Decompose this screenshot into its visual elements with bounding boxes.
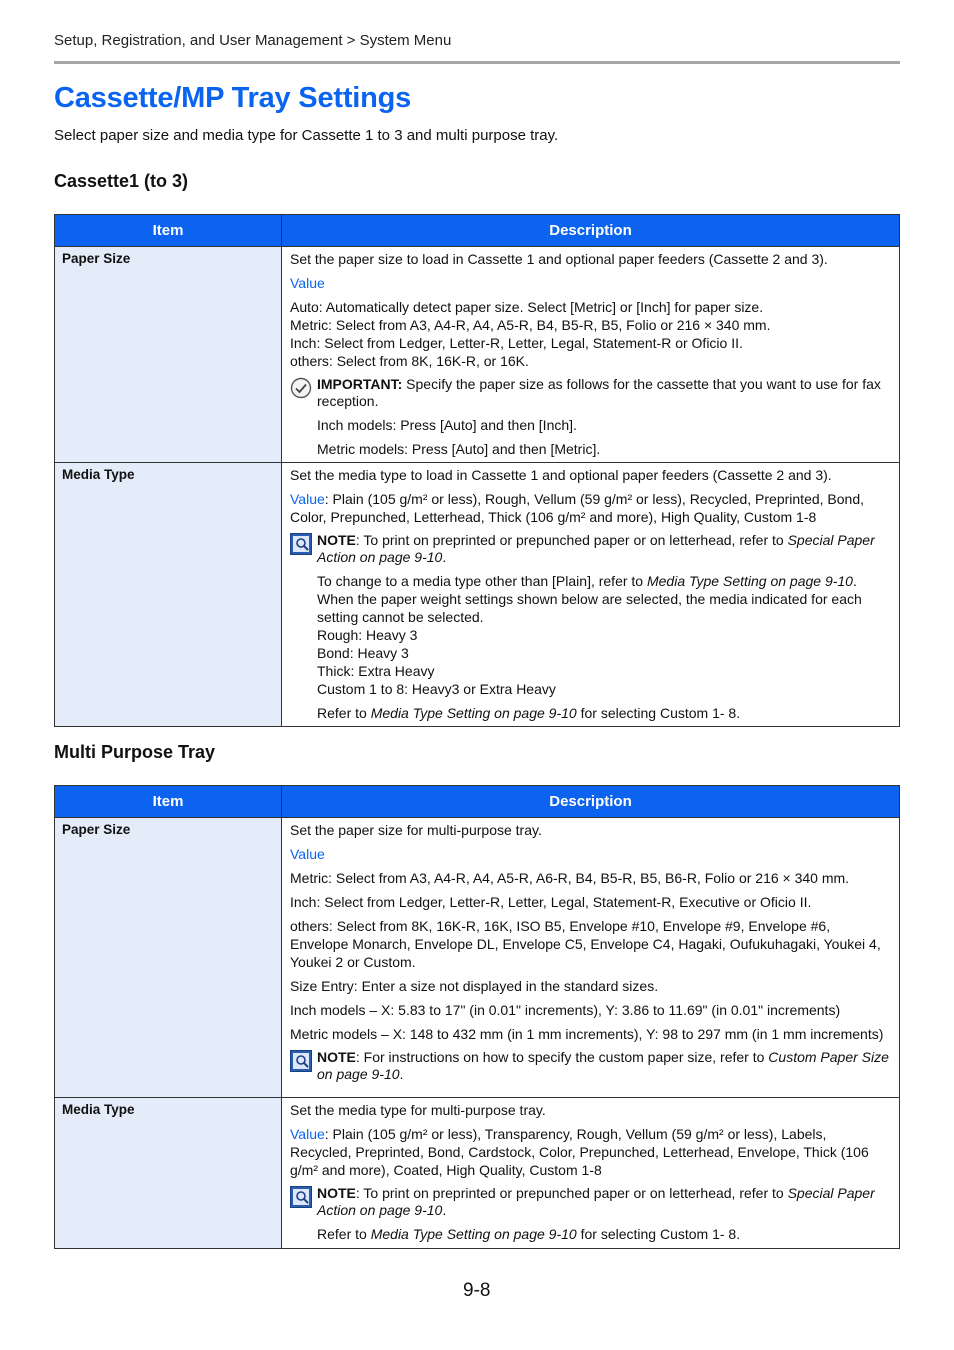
value-others: others: Select from 8K, 16K-R, or 16K.: [290, 353, 529, 369]
note-icon: [290, 1050, 312, 1072]
note-reference: Special Paper Action on page 9-10: [317, 1185, 875, 1218]
item-paper-size: Paper Size: [55, 247, 282, 463]
note-label: NOTE: [317, 1049, 356, 1065]
column-header-item: Item: [55, 215, 282, 247]
breadcrumb: Setup, Registration, and User Management > System Menu: [54, 32, 452, 49]
metric-models-text: Metric models – X: 148 to 432 mm (in 1 mm increments), Y: 98 to 297 mm (in 1 mm increments): [290, 1026, 884, 1042]
note-callout: NOTE: To print on preprinted or prepunched paper or on letterhead, refer to Special Paper Action on page 9-10.: [290, 1185, 891, 1219]
note-callout: NOTE: To print on preprinted or prepunched paper or on letterhead, refer to Special Paper Action on page 9-10.: [290, 532, 891, 566]
value-inch: Inch: Select from Ledger, Letter-R, Letter, Legal, Statement-R or Oficio II.: [290, 335, 743, 351]
table-row-paper-size: [55, 247, 900, 463]
check-circle-icon: [290, 377, 312, 399]
value-inch: Inch: Select from Ledger, Letter-R, Letter, Legal, Statement-R, Executive or Oficio II.: [290, 894, 812, 910]
value-list: [290, 298, 891, 370]
description-paper-size: [282, 247, 900, 463]
description-text: Set the media type to load in Cassette 1 and optional paper feeders (Cassette 2 and 3).: [290, 467, 832, 483]
column-header-item: Item: [55, 786, 282, 818]
media-change-text: To change to a media type other than [Plain], refer to Media Type Setting on page 9-10. When the paper weight settings shown below are selected, the media indicated for each setting cannot be selected. Rough: Heavy 3 Bond: Heavy 3 Thick: Extra Heavy Custom 1 to 8: Heavy3 or Extra Heavy: [290, 572, 891, 698]
header-rule: [54, 61, 900, 64]
value-label: Value: [290, 846, 325, 862]
important-text: Specify the paper size as follows for the cassette that you want to use for fax reception.: [317, 376, 881, 409]
mp-tray-settings-table: [54, 785, 900, 1249]
page-title: Cassette/MP Tray Settings: [54, 82, 412, 114]
value-label: Value: [290, 275, 325, 291]
list-item: Bond: Heavy 3: [317, 645, 409, 661]
note-reference: Custom Paper Size on page 9-10: [317, 1049, 889, 1082]
inch-models-text: Inch models: Press [Auto] and then [Inch].: [317, 417, 577, 433]
description-paper-size: [282, 818, 900, 1098]
section-heading-cassette: Cassette1 (to 3): [54, 171, 189, 191]
value-auto: Auto: Automatically detect paper size. Select [Metric] or [Inch] for paper size.: [290, 299, 764, 315]
table-row-media-type: [55, 463, 900, 727]
inch-models-text: Inch models – X: 5.83 to 17" (in 0.01" increments), Y: 3.86 to 11.69" (in 0.01" increments): [290, 1002, 841, 1018]
column-header-description: Description: [282, 215, 900, 247]
value-text: Value: Plain (105 g/m² or less), Transparency, Rough, Vellum (59 g/m² or less), Labels, Recycled, Preprinted, Bond, Cardstock, Color, Prepunched, Letterhead, Envelope, Thick (106 g/m² and more), Coated, High Quality, Custom 1-8: [290, 1126, 869, 1178]
note-callout: NOTE: For instructions on how to specify the custom paper size, refer to Custom Paper Size on page 9-10.: [290, 1049, 891, 1083]
section-heading-multi-purpose-tray: Multi Purpose Tray: [54, 742, 216, 762]
item-paper-size: Paper Size: [55, 818, 282, 1098]
description-text: Set the paper size to load in Cassette 1 and optional paper feeders (Cassette 2 and 3).: [290, 251, 828, 267]
refer-text: Refer to Media Type Setting on page 9-10 for selecting Custom 1- 8.: [317, 705, 741, 721]
table-header-row: [55, 215, 900, 247]
note-label: NOTE: [317, 532, 356, 548]
note-icon: [290, 1186, 312, 1208]
note-icon: [290, 533, 312, 555]
value-text: Value: Plain (105 g/m² or less), Rough, Vellum (59 g/m² or less), Recycled, Preprinted, Bond, Color, Prepunched, Letterhead, Thick (106 g/m² and more), High Quality, Custom 1-8: [290, 491, 865, 525]
list-item: Custom 1 to 8: Heavy3 or Extra Heavy: [317, 681, 556, 697]
page-number: 9-8: [463, 1280, 491, 1301]
refer-text: Refer to Media Type Setting on page 9-10 for selecting Custom 1- 8.: [317, 1226, 741, 1242]
description-text: Set the media type for multi-purpose tray.: [290, 1102, 546, 1118]
table-header-row: [55, 786, 900, 818]
note-reference: Special Paper Action on page 9-10: [317, 532, 875, 565]
cassette-settings-table: [54, 214, 900, 727]
size-entry-text: Size Entry: Enter a size not displayed in the standard sizes.: [290, 978, 659, 994]
metric-models-text: Metric models: Press [Auto] and then [Metric].: [317, 441, 601, 457]
description-text: Set the paper size for multi-purpose tray.: [290, 822, 542, 838]
description-media-type: [282, 463, 900, 727]
table-row-media-type: [55, 1098, 900, 1249]
column-header-description: Description: [282, 786, 900, 818]
list-item: Thick: Extra Heavy: [317, 663, 435, 679]
item-media-type: Media Type: [55, 1098, 282, 1249]
table-row-paper-size: [55, 818, 900, 1098]
value-others: others: Select from 8K, 16K-R, 16K, ISO B5, Envelope #10, Envelope #9, Envelope #6, Envelope Monarch, Envelope DL, Envelope C5, Envelope C4, Hagaki, Oufukuhagaki, Youkei 4, Youkei 2 or Custom.: [290, 918, 881, 970]
note-label: NOTE: [317, 1185, 356, 1201]
value-metric: Metric: Select from A3, A4-R, A4, A5-R, A6-R, B4, B5-R, B5, B6-R, Folio or 216 × 340 mm.: [290, 870, 850, 886]
list-item: Rough: Heavy 3: [317, 627, 418, 643]
important-callout: [290, 376, 891, 410]
description-media-type: [282, 1098, 900, 1249]
important-label: IMPORTANT:: [317, 376, 403, 392]
intro-text: Select paper size and media type for Cassette 1 to 3 and multi purpose tray.: [54, 127, 559, 144]
value-metric: Metric: Select from A3, A4-R, A4, A5-R, B4, B5-R, B5, Folio or 216 × 340 mm.: [290, 317, 771, 333]
item-media-type: Media Type: [55, 463, 282, 727]
